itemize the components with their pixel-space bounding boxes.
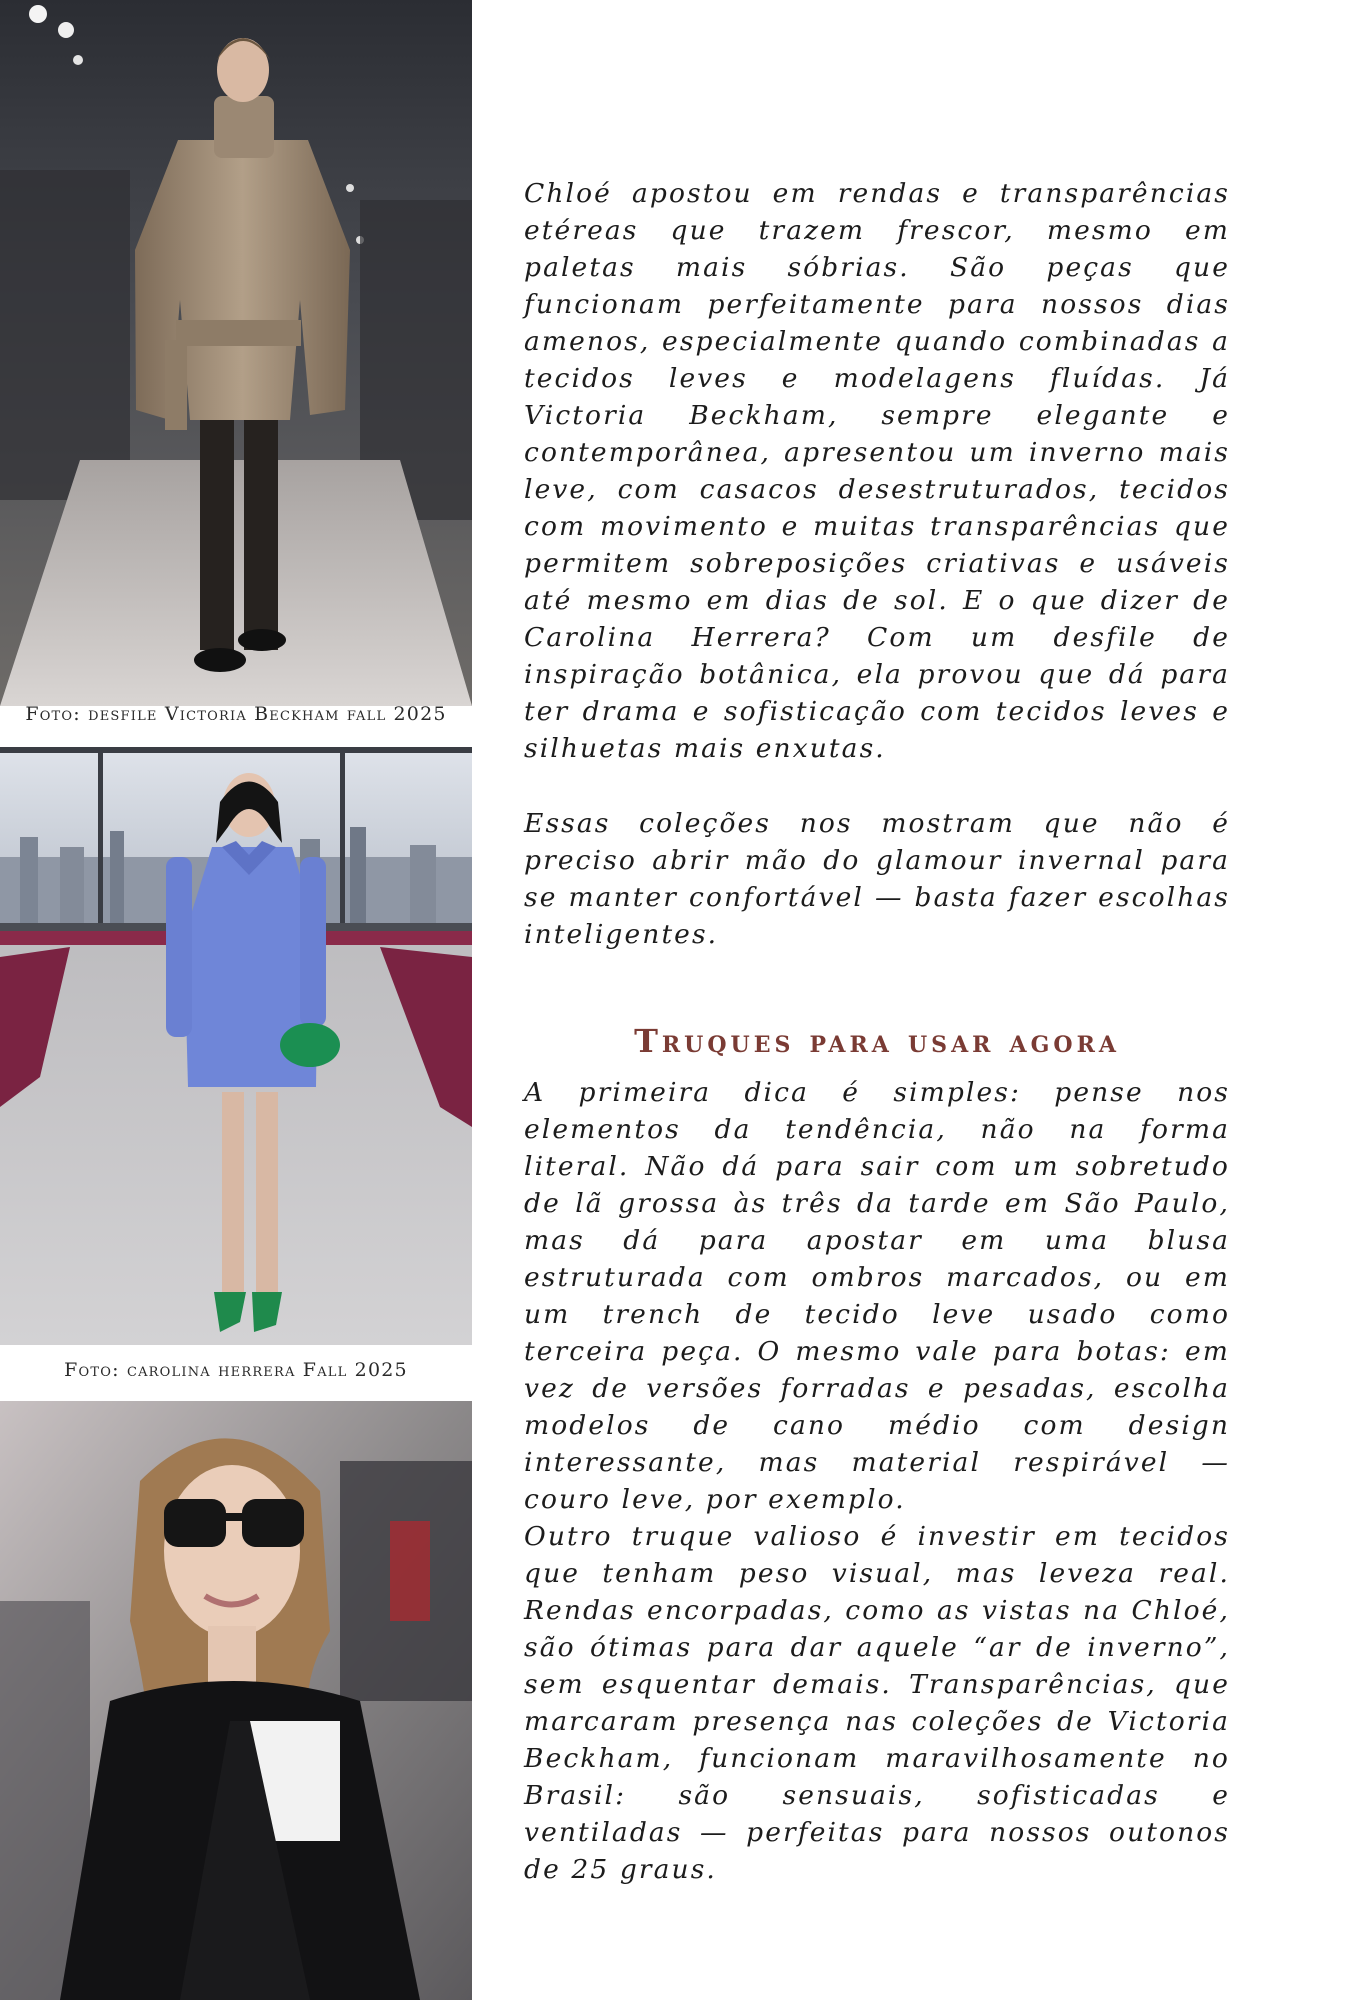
article-paragraph-collections: Chloé apostou em rendas e transparências etéreas que trazem frescor, mesmo em paletas mais sóbrias. São peças que funcionam perfeitamente para nossos dias amenos, especialmente quando combinadas a tecidos leves e modelagens fluídas. Já Victoria Beckham, sempre elegante e contemporânea, apresentou um inverno mais leve, com casacos desestruturados, tecidos com movimento e muitas transparências que permitem sobreposições criativas e usáveis até mesmo em dias de sol. E o que dizer de Carolina Herrera? Com um desfile de inspiração botânica, ela provou que dá para ter drama e sofisticação com tecidos leves e silhuetas mais enxutas. — [524, 178, 1230, 764]
runway-photo-blue-lace-dress — [0, 747, 472, 1345]
article-paragraph-first-tip: A primeira dica é simples: pense nos elementos da tendência, não na forma literal. Não dá para sair com um sobretudo de lã grossa às três da tarde em São Paulo, mas dá para apostar em uma blusa estruturada com ombros marcados, ou em um trench de tecido leve usado como terceira peça. O mesmo vale para botas: em vez de versões forradas e pesadas, escolha modelos de cano médio com design interessante, mas material respirável — couro leve, por exemplo. — [524, 1077, 1230, 1515]
runway-photo-beige-leather-look — [0, 0, 472, 706]
street-style-photo-sunglasses — [0, 1401, 472, 2000]
photo-caption-carolina-herrera: Foto: carolina herrera Fall 2025 — [64, 1359, 408, 1381]
article-paragraph-second-tip: Outro truque valioso é investir em tecidos que tenham peso visual, mas leveza real. Rendas encorpadas, como as vistas na Chloé, são ótimas para dar aquele “ar de inverno”, sem esquentar demais. Transparências, que marcaram presença nas coleções de Victoria Beckham, funcionam maravilhosamente no Brasil: são sensuais, sofisticadas e ventiladas — perfeitas para nossos outonos de 25 graus. — [524, 1521, 1230, 1885]
section-heading: Truques para usar agora — [634, 1022, 1120, 1060]
photo-caption-victoria-beckham: Foto: desfile Victoria Beckham fall 2025 — [25, 703, 447, 725]
article-paragraph-conclusion: Essas coleções nos mostram que não é preciso abrir mão do glamour invernal para se manter confortável — basta fazer escolhas inteligentes. — [524, 808, 1230, 950]
